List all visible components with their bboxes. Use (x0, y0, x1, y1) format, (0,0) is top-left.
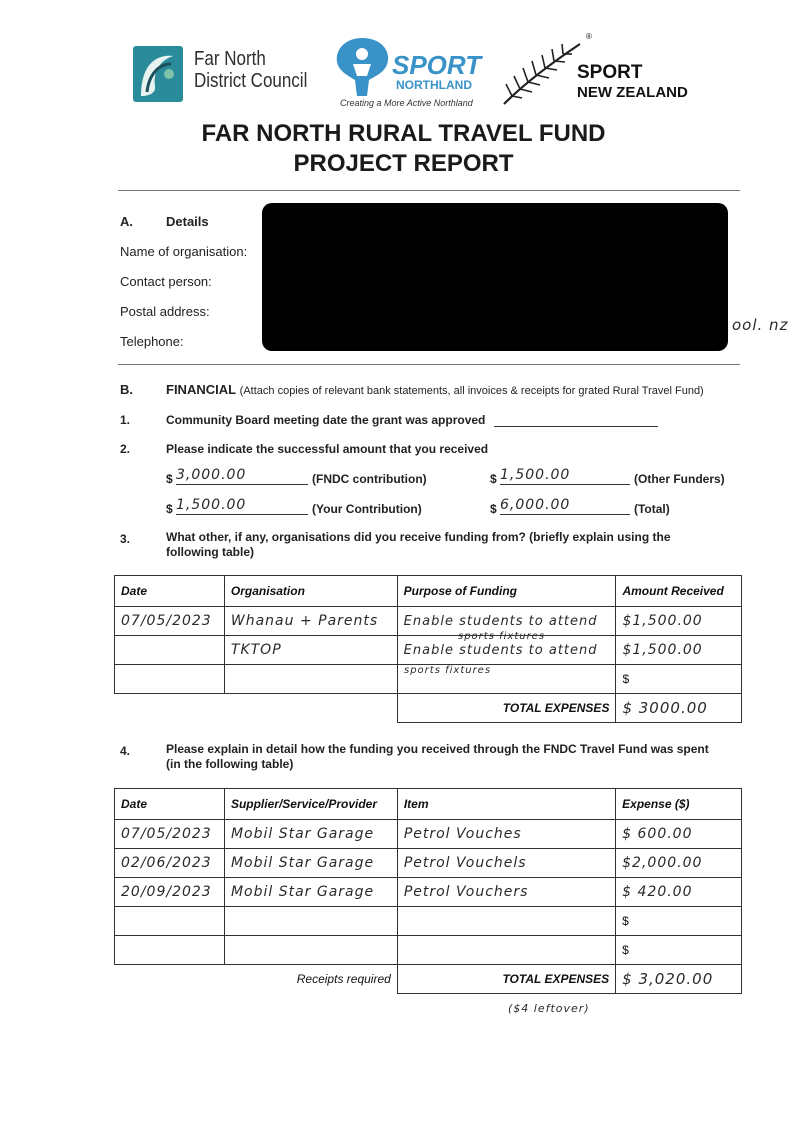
total-expenses-value[interactable]: $ 3000.00 (616, 694, 742, 723)
cell-date[interactable]: 07/05/2023 (115, 820, 225, 849)
cell-purpose[interactable]: Enable students to attend (397, 607, 616, 636)
cell-expense[interactable]: $2,000.00 (616, 849, 742, 878)
cell-organisation[interactable]: TKTOP (224, 636, 397, 665)
total-dollar: $ (490, 502, 497, 516)
cell-organisation[interactable] (224, 665, 397, 694)
q1-date-line[interactable] (494, 426, 658, 427)
q4-number: 4. (120, 744, 131, 758)
sport-northland-northland: NORTHLAND (396, 78, 472, 92)
q3-text: What other, if any, organisations did you receive funding from? (briefly explain using the following table) (166, 530, 671, 559)
silver-fern-icon (500, 38, 582, 108)
cell-item[interactable] (397, 936, 615, 965)
cell-amount[interactable]: $ (616, 665, 742, 694)
total-expenses-value[interactable]: $ 3,020.00 (616, 965, 742, 994)
cell-item[interactable]: Petrol Vouchers (397, 878, 615, 907)
cell-supplier[interactable] (224, 907, 397, 936)
cell-item[interactable]: Petrol Vouches (397, 820, 615, 849)
total-row (115, 694, 742, 723)
registered-mark: ® (586, 32, 592, 41)
cell-date[interactable]: 07/05/2023 (115, 607, 225, 636)
total-expenses-label: TOTAL EXPENSES (397, 965, 615, 994)
table-row (115, 907, 742, 936)
email-fragment: ool. nz (732, 316, 789, 334)
col-header-date: Date (115, 576, 225, 607)
q1-number: 1. (120, 413, 131, 427)
redaction-block (262, 203, 728, 351)
total-amount-value: 6,000.00 (500, 497, 571, 513)
purpose-note-1: sports fixtures (458, 631, 546, 642)
fndc-dollar: $ (166, 472, 173, 486)
col-header-purpose: Purpose of Funding (397, 576, 616, 607)
cell-supplier[interactable]: Mobil Star Garage (224, 820, 397, 849)
col-header-date: Date (115, 789, 225, 820)
sport-nz-line2: NEW ZEALAND (577, 84, 688, 101)
table-row (115, 849, 742, 878)
other-dollar: $ (490, 472, 497, 486)
q4-text: Please explain in detail how the funding you received through the FNDC Travel Fund was spent (in the following table) (166, 742, 709, 771)
table-row (115, 820, 742, 849)
col-header-supplier: Supplier/Service/Provider (224, 789, 397, 820)
cell-supplier[interactable]: Mobil Star Garage (224, 878, 397, 907)
cell-item[interactable]: Petrol Vouchels (397, 849, 615, 878)
your-contribution-label: (Your Contribution) (312, 502, 422, 516)
cell-amount[interactable]: $1,500.00 (616, 636, 742, 665)
cell-expense[interactable]: $ 420.00 (616, 878, 742, 907)
total-row (115, 965, 742, 994)
cell-date[interactable]: 02/06/2023 (115, 849, 225, 878)
receipts-required-note: Receipts required (296, 972, 391, 987)
cell-date[interactable]: 20/09/2023 (115, 878, 225, 907)
fndc-line2: District Council (194, 70, 308, 92)
col-header-item: Item (397, 789, 615, 820)
fndc-amount-value: 3,000.00 (176, 467, 247, 483)
postal-address-label: Postal address: (120, 304, 210, 319)
cell-supplier[interactable]: Mobil Star Garage (224, 849, 397, 878)
table-row (115, 607, 742, 636)
col-header-amount: Amount Received (616, 576, 742, 607)
sport-nz-line1: SPORT (577, 62, 643, 83)
table-row (115, 636, 742, 665)
form-title-line2: PROJECT REPORT (293, 150, 514, 177)
table-header-row (115, 576, 742, 607)
sport-northland-tagline: Creating a More Active Northland (340, 98, 473, 108)
table-header-row (115, 789, 742, 820)
cell-expense[interactable]: $ (616, 936, 742, 965)
cell-organisation[interactable]: Whanau + Parents (224, 607, 397, 636)
section-b-note: (Attach copies of relevant bank statements, all invoices & receipts for grated Rural Travel Fund) (239, 385, 704, 397)
table-row (115, 878, 742, 907)
fndc-logo-icon (133, 46, 183, 102)
fndc-contribution-label: (FNDC contribution) (312, 472, 427, 486)
your-amount-value: 1,500.00 (176, 497, 247, 513)
other-amount-field[interactable] (500, 466, 630, 485)
section-b-heading-line (166, 382, 746, 397)
sport-northland-sport: SPORT (392, 50, 482, 80)
cell-date[interactable] (115, 665, 225, 694)
q2-number: 2. (120, 442, 131, 456)
org-name-label: Name of organisation: (120, 244, 248, 259)
cell-date[interactable] (115, 636, 225, 665)
q1-text: Community Board meeting date the grant was approved (166, 413, 486, 427)
telephone-label: Telephone: (120, 334, 184, 349)
col-header-organisation: Organisation (224, 576, 397, 607)
section-a-divider (118, 364, 740, 365)
title-divider (118, 190, 740, 191)
total-expenses-label: TOTAL EXPENSES (397, 694, 616, 723)
table-row (115, 936, 742, 965)
your-amount-field[interactable] (176, 496, 308, 515)
cell-expense[interactable]: $ 600.00 (616, 820, 742, 849)
section-b-heading: FINANCIAL (166, 382, 237, 397)
purpose-note-2: sports fixtures (404, 665, 492, 676)
contact-person-label: Contact person: (120, 274, 212, 289)
expenses-table (114, 788, 742, 994)
cell-item[interactable] (397, 907, 615, 936)
cell-supplier[interactable] (224, 936, 397, 965)
cell-purpose[interactable]: Enable students to attend (397, 636, 616, 665)
form-title-line1: FAR NORTH RURAL TRAVEL FUND (201, 120, 606, 147)
other-amount-value: 1,500.00 (500, 467, 571, 483)
q2-text: Please indicate the successful amount that you received (166, 442, 489, 456)
leftover-note: ($4 leftover) (508, 1002, 590, 1015)
other-funders-label: (Other Funders) (634, 472, 725, 486)
total-label: (Total) (634, 502, 670, 516)
sport-northland-logo-icon (333, 36, 391, 98)
cell-date[interactable] (115, 936, 225, 965)
q3-number: 3. (120, 532, 131, 546)
fndc-logo-text (194, 48, 307, 92)
fndc-line1: Far North (194, 48, 266, 70)
cell-amount[interactable]: $1,500.00 (616, 607, 742, 636)
fndc-amount-field[interactable] (176, 466, 308, 485)
col-header-expense: Expense ($) (616, 789, 742, 820)
total-amount-field[interactable] (500, 496, 630, 515)
cell-expense[interactable]: $ (616, 907, 742, 936)
section-a-heading: Details (166, 214, 209, 229)
cell-date[interactable] (115, 907, 225, 936)
funding-sources-table (114, 575, 742, 723)
your-dollar: $ (166, 502, 173, 516)
section-b-letter: B. (120, 382, 133, 397)
section-a-letter: A. (120, 214, 133, 229)
